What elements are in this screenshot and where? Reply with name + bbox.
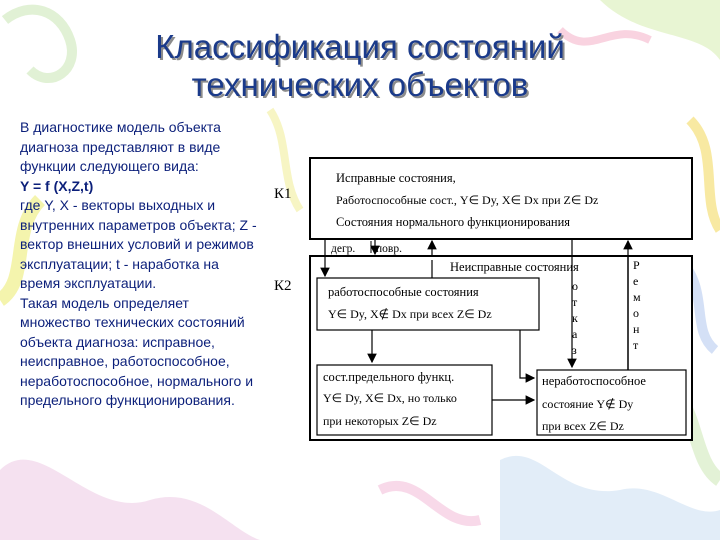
inoperable-line-1: неработоспособное bbox=[542, 374, 646, 388]
k2-label: К2 bbox=[274, 278, 292, 294]
remont-letter: н bbox=[633, 322, 640, 336]
otkaz-letter: з bbox=[572, 343, 577, 357]
limit-line-3: при некоторых Z∈ Dz bbox=[323, 414, 437, 428]
otkaz-letter: о bbox=[572, 279, 578, 293]
remont-letter: Р bbox=[633, 258, 640, 272]
remont-letter: т bbox=[633, 338, 639, 352]
title-line-1: Классификация состояний bbox=[155, 28, 565, 65]
intro-paragraph: В диагностике модель объекта диагноза представляют в виде функции следующего вида: bbox=[20, 119, 221, 174]
summary-paragraph: Такая модель определяет множество технических состояний объекта диагноза: исправное, неисправное, работоспособное, неработоспособное, нормального и предельного функционирования. bbox=[20, 294, 254, 408]
limit-line-2: Y∈ Dy, X∈ Dx, но только bbox=[323, 391, 457, 405]
remont-letter: е bbox=[633, 274, 639, 288]
title-line-2: технических объектов bbox=[191, 66, 529, 103]
otkaz-letter: к bbox=[572, 311, 578, 325]
povr-label: повр. bbox=[376, 243, 402, 255]
remont-letter: о bbox=[633, 306, 639, 320]
params-paragraph: где Y, X - векторы выходных и внутренних параметров объекта; Z - вектор внешних условий и режимов эксплуатации; t - наработка на время эксплуатации. bbox=[20, 197, 257, 291]
k1-label: К1 bbox=[274, 186, 292, 202]
operable-line-1: работоспособные состояния bbox=[328, 285, 479, 299]
serviceable-line-3: Состояния нормального функционирования bbox=[336, 215, 571, 229]
inoperable-line-2: состояние Y∉ Dy bbox=[542, 397, 634, 411]
remont-letter: м bbox=[633, 290, 641, 304]
serviceable-line-2: Работоспособные сост., Y∈ Dy, X∈ Dx при Z∈ Dz bbox=[336, 193, 599, 207]
serviceable-line-1: Исправные состояния, bbox=[336, 171, 456, 185]
limit-line-1: сост.предельного функц. bbox=[323, 370, 455, 384]
otkaz-letter: т bbox=[572, 295, 578, 309]
faulty-states-label: Неисправные состояния bbox=[450, 260, 579, 274]
operable-line-2: Y∈ Dy, X∉ Dx при всех Z∈ Dz bbox=[328, 307, 492, 321]
otkaz-letter: а bbox=[572, 327, 578, 341]
inoperable-line-3: при всех Z∈ Dz bbox=[542, 419, 624, 433]
degr-label: дегр. bbox=[331, 243, 356, 255]
model-formula: Y = f (X,Z,t) bbox=[20, 177, 94, 194]
